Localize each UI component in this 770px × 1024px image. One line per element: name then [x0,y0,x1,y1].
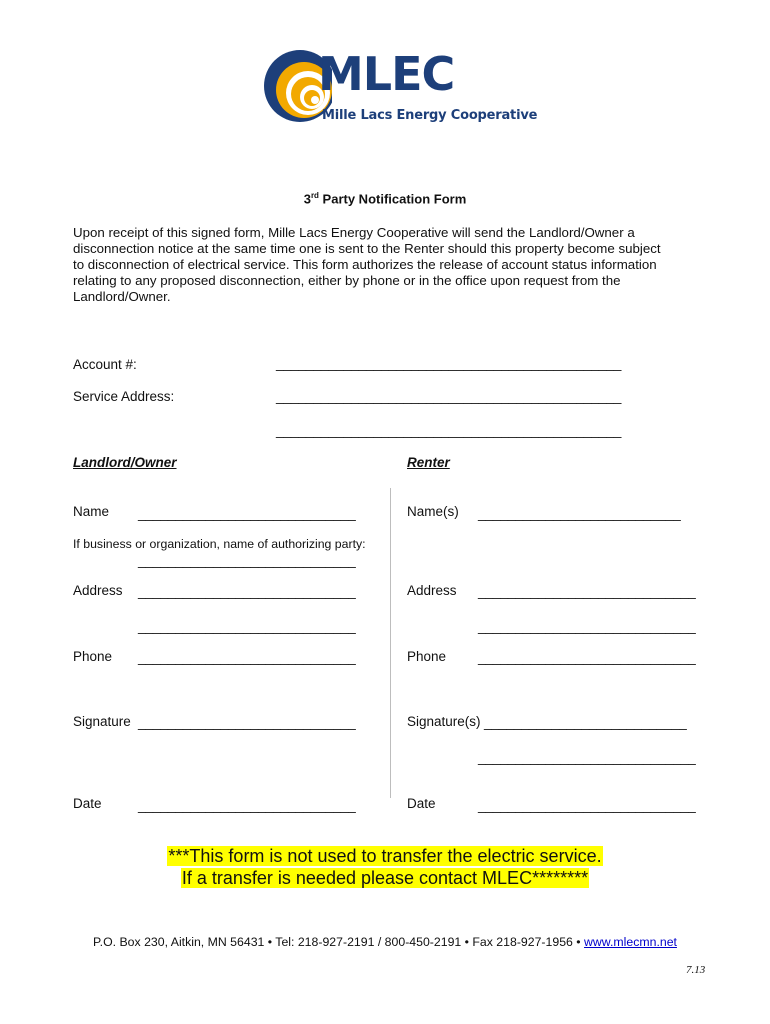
renter-date-field[interactable]: _____________________________ [478,798,696,813]
renter-date-label: Date [407,796,436,811]
landlord-heading: Landlord/Owner [73,455,177,470]
paragraph-line: relating to any proposed disconnection, either by phone or in the office upon request from the [73,273,621,288]
landlord-name-label: Name [73,504,110,519]
account-field[interactable]: ______________________________________________ [276,356,622,371]
renter-address-field[interactable]: _____________________________ [478,584,696,599]
renter-phone-field[interactable]: _____________________________ [478,650,696,665]
landlord-phone-label: Phone [73,649,113,664]
landlord-date-label: Date [73,796,102,811]
landlord-signature-label: Signature [73,714,131,729]
paragraph-line: Landlord/Owner. [73,289,171,304]
renter-name-label: Name(s) [407,504,459,519]
logo-subtitle: Mille Lacs Energy Cooperative [322,108,538,123]
renter-signature-label: Signature(s) [407,714,481,729]
paragraph-line: to disconnection of electrical service. This form authorizes the release of account status information [73,257,657,272]
landlord-name-field[interactable]: _____________________________ [138,506,356,521]
service-address-label: Service Address: [73,389,175,404]
service-address-field[interactable]: ______________________________________________ [276,389,622,404]
service-address-field-2[interactable]: ______________________________________________ [276,423,622,438]
landlord-date-field[interactable]: _____________________________ [138,798,356,813]
transfer-warning-line1: ***This form is not used to transfer the electric service. [168,846,602,866]
renter-heading: Renter [407,455,450,470]
column-divider [390,488,391,798]
mlec-logo [262,44,538,130]
renter-address-field-2[interactable]: _____________________________ [478,619,696,634]
landlord-phone-field[interactable]: _____________________________ [138,650,356,665]
paragraph-line: Upon receipt of this signed form, Mille Lacs Energy Cooperative will send the Landlord/Owner a [73,225,635,240]
form-version: 7.13 [686,964,706,976]
website-link[interactable]: www.mlecmn.net [584,935,677,949]
transfer-warning-line2: If a transfer is needed please contact MLEC******** [181,868,589,888]
landlord-signature-field[interactable]: _____________________________ [138,715,356,730]
logo-brand: MLEC [318,47,455,101]
landlord-address-field-2[interactable]: _____________________________ [138,619,356,634]
account-label: Account #: [73,357,137,372]
footer-contact: P.O. Box 230, Aitkin, MN 56431 • Tel: 218-927-2191 / 800-450-2191 • Fax 218-927-1956 • www.mlecmn.net [93,935,677,949]
authorizing-party-field[interactable]: _____________________________ [138,553,356,568]
landlord-address-field[interactable]: _____________________________ [138,584,356,599]
landlord-address-label: Address [73,583,123,598]
renter-signature-field-2[interactable]: _____________________________ [478,750,696,765]
paragraph-line: disconnection notice at the same time one is sent to the Renter should this property become subject [73,241,661,256]
renter-name-field[interactable]: ___________________________ [478,506,681,521]
business-note: If business or organization, name of authorizing party: [73,537,366,551]
renter-signature-field[interactable]: ___________________________ [484,715,687,730]
intro-paragraph [73,225,703,305]
renter-address-label: Address [407,583,457,598]
renter-phone-label: Phone [407,649,447,664]
form-title: 3rd Party Notification Form [303,191,467,207]
